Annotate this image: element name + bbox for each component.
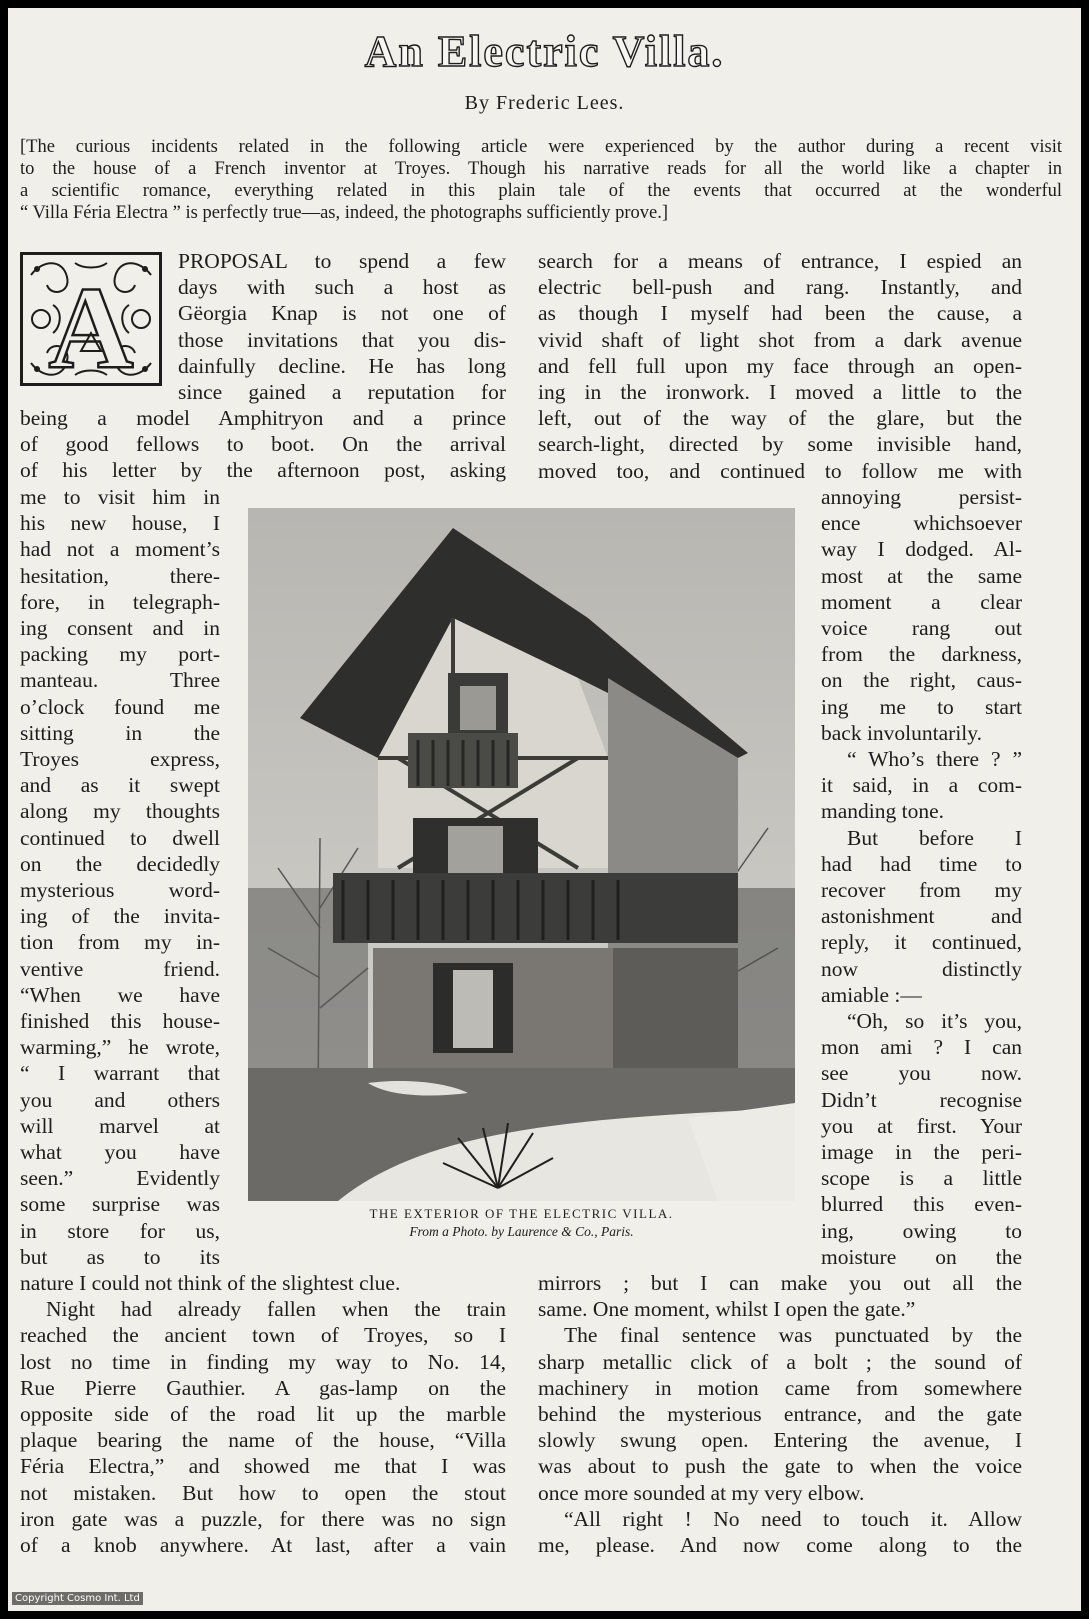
right-column-line: ing, owing to: [821, 1218, 1022, 1243]
left-column-line: what you have: [20, 1140, 220, 1164]
left-column-line: of good fellows to boot. On the arrival: [20, 432, 506, 457]
right-column-line: recover from my: [821, 878, 1022, 902]
left-column-line: in store for us,: [20, 1218, 220, 1243]
right-column-line: it said, in a com-: [821, 773, 1022, 798]
right-column-line: electric bell-push and rang. Instantly, and: [538, 275, 1022, 300]
intro-line: [The curious incidents related in the following article were experienced by the author during a recent visit: [20, 137, 1062, 157]
left-column-line: days with such a host as: [178, 275, 506, 300]
right-column-line: slowly swung open. Entering the avenue, I: [538, 1428, 1022, 1453]
left-column-line: ventive friend.: [20, 956, 220, 981]
right-column-line: on the right, caus-: [821, 668, 1022, 693]
right-column-line: reply, it continued,: [821, 930, 1022, 955]
right-column-line: sharp metallic click of a bolt ; the sound of: [538, 1349, 1022, 1374]
left-column-line: along my thoughts: [20, 799, 220, 824]
photo-credit: From a Photo. by Laurence & Co., Paris.: [409, 1224, 634, 1239]
right-column-line: moved too, and continued to follow me with: [538, 458, 1022, 483]
right-column-line: The final sentence was punctuated by the: [564, 1323, 1022, 1348]
right-column-line: had had time to: [821, 851, 1022, 876]
left-column-line: of a knob anywhere. At last, after a vain: [20, 1533, 506, 1557]
left-column-line: “When we have: [20, 982, 220, 1007]
left-column-line: nature I could not think of the slightest clue.: [20, 1271, 401, 1295]
right-column-line: “ Who’s there ? ”: [847, 747, 1022, 771]
right-column-line: image in the peri-: [821, 1140, 1022, 1164]
right-column-line: mirrors ; but I can make you out all the: [538, 1271, 1022, 1295]
right-column-line: you at first. Your: [821, 1113, 1022, 1138]
left-column-line: packing my port-: [20, 642, 220, 667]
left-column-line: iron gate was a puzzle, for there was no sign: [20, 1506, 506, 1531]
left-column-line: Rue Pierre Gauthier. A gas-lamp on the: [20, 1375, 506, 1400]
left-column-line: reached the ancient town of Troyes, so I: [20, 1323, 506, 1348]
left-column-line: me to visit him in: [20, 485, 220, 509]
right-column-line: mon ami ? I can: [821, 1035, 1022, 1060]
right-column-line: behind the mysterious entrance, and the gate: [538, 1402, 1022, 1426]
left-column-line: you and others: [20, 1087, 220, 1112]
left-column-line: plaque bearing the name of the house, “Villa: [20, 1428, 506, 1453]
article-title: An Electric Villa.: [364, 27, 725, 76]
right-column-line: “All right ! No need to touch it. Allow: [564, 1506, 1022, 1531]
left-column-line: mysterious word-: [20, 878, 220, 902]
left-column-line: Night had already fallen when the train: [46, 1297, 506, 1322]
photo-caption: THE EXTERIOR OF THE ELECTRIC VILLA.: [369, 1206, 674, 1221]
byline: By Frederic Lees.: [464, 92, 625, 114]
left-column-line: o’clock found me: [20, 694, 220, 719]
right-column-line: search-light, directed by some invisible hand,: [538, 432, 1022, 457]
left-column-line: dainfully decline. He has long: [178, 353, 506, 378]
right-column-line: as though I myself had been the cause, a: [538, 301, 1022, 326]
left-column-line: lost no time in finding my way to No. 14,: [20, 1349, 506, 1374]
right-column-line: moment a clear: [821, 589, 1022, 614]
left-column-line: fore, in telegraph-: [20, 589, 220, 614]
drop-cap: [20, 252, 162, 386]
left-column-line: finished this house-: [20, 1009, 220, 1033]
article-page: [8, 8, 1081, 1611]
right-column-line: But before I: [847, 825, 1022, 850]
intro-line: to the house of a French inventor at Troyes. Though his narrative reads for all the world like a chapter in: [20, 159, 1062, 179]
villa-photo: [248, 508, 795, 1201]
left-column-line: ing consent and in: [20, 616, 220, 640]
right-column-line: annoying persist-: [821, 485, 1022, 509]
right-column-line: ence whichsoever: [821, 511, 1022, 536]
left-column-line: but as to its: [20, 1244, 220, 1269]
intro-line: a scientific romance, everything related in this plain tale of the events that occurred at the wonderful: [20, 181, 1062, 201]
right-column-line: once more sounded at my very elbow.: [538, 1480, 865, 1505]
right-column-line: same. One moment, whilst I open the gate.”: [538, 1297, 916, 1322]
left-column-line: manteau. Three: [20, 668, 220, 693]
left-column-line: those invitations that you dis-: [178, 327, 506, 352]
left-column-line: opposite side of the road lit up the marble: [20, 1402, 506, 1426]
left-column-line: hesitation, there-: [20, 563, 220, 588]
left-column-line: some surprise was: [20, 1192, 220, 1217]
left-column-line: ing of the invita-: [20, 904, 220, 929]
right-column-line: “Oh, so it’s you,: [847, 1009, 1022, 1033]
right-column-line: ing in the ironwork. I moved a little to the: [538, 380, 1022, 404]
right-column-line: Didn’t recognise: [821, 1087, 1022, 1112]
left-column-line: Gëorgia Knap is not one of: [178, 301, 506, 326]
left-column-line: PROPOSAL to spend a few: [178, 249, 506, 273]
right-column-line: most at the same: [821, 563, 1022, 588]
intro-line: “ Villa Féria Electra ” is perfectly true—as, indeed, the photographs sufficiently prove.]: [20, 203, 669, 223]
right-column-line: now distinctly: [821, 956, 1022, 981]
left-column-line: of his letter by the afternoon post, asking: [20, 458, 506, 483]
drop-cap-ornament-icon: [23, 255, 159, 383]
house-image-icon: [248, 508, 795, 1201]
right-column-line: left, out of the way of the glare, but the: [538, 406, 1022, 431]
left-column-line: Féria Electra,” and showed me that I was: [20, 1454, 506, 1479]
intro-paragraph: [20, 136, 1062, 224]
right-column-line: moisture on the: [821, 1244, 1022, 1269]
right-column-line: was about to push the gate to when the voice: [538, 1454, 1022, 1479]
left-column-line: warming,” he wrote,: [20, 1035, 220, 1060]
right-column-line: vivid shaft of light shot from a dark avenue: [538, 327, 1022, 352]
right-column-line: search for a means of entrance, I espied an: [538, 249, 1022, 273]
left-column-line: had not a moment’s: [20, 537, 220, 562]
right-column-line: blurred this even-: [821, 1192, 1022, 1217]
left-column-line: not mistaken. But how to open the stout: [20, 1480, 506, 1505]
right-column-line: from the darkness,: [821, 642, 1022, 667]
right-column-line: amiable :—: [821, 982, 922, 1007]
right-column-line: see you now.: [821, 1061, 1022, 1086]
left-column-line: Troyes express,: [20, 747, 220, 771]
left-column-line: since gained a reputation for: [178, 380, 506, 404]
right-column-line: me, please. And now come along to the: [538, 1533, 1022, 1557]
right-column-line: voice rang out: [821, 616, 1022, 640]
copyright-watermark: Copyright Cosmo Int. Ltd: [12, 1592, 143, 1605]
left-column-line: tion from my in-: [20, 930, 220, 955]
right-column-line: scope is a little: [821, 1166, 1022, 1191]
left-column-line: on the decidedly: [20, 851, 220, 876]
left-column-line: continued to dwell: [20, 825, 220, 850]
drop-cap-letter: A: [48, 262, 134, 383]
right-column-line: and fell full upon my face through an open-: [538, 353, 1022, 378]
right-column-line: astonishment and: [821, 904, 1022, 929]
right-column-line: back involuntarily.: [821, 720, 983, 745]
left-column-line: seen.” Evidently: [20, 1166, 220, 1191]
left-column-line: will marvel at: [20, 1113, 220, 1138]
left-column-line: and as it swept: [20, 773, 220, 798]
left-column-line: being a model Amphitryon and a prince: [20, 406, 506, 430]
left-column-line: his new house, I: [20, 511, 220, 536]
left-column-line: “ I warrant that: [20, 1061, 220, 1086]
right-column-line: way I dodged. Al-: [821, 537, 1022, 562]
left-column-line: sitting in the: [20, 720, 220, 745]
right-column-line: manding tone.: [821, 799, 945, 824]
right-column-line: ing me to start: [821, 694, 1022, 719]
right-column-line: machinery in motion came from somewhere: [538, 1375, 1022, 1400]
